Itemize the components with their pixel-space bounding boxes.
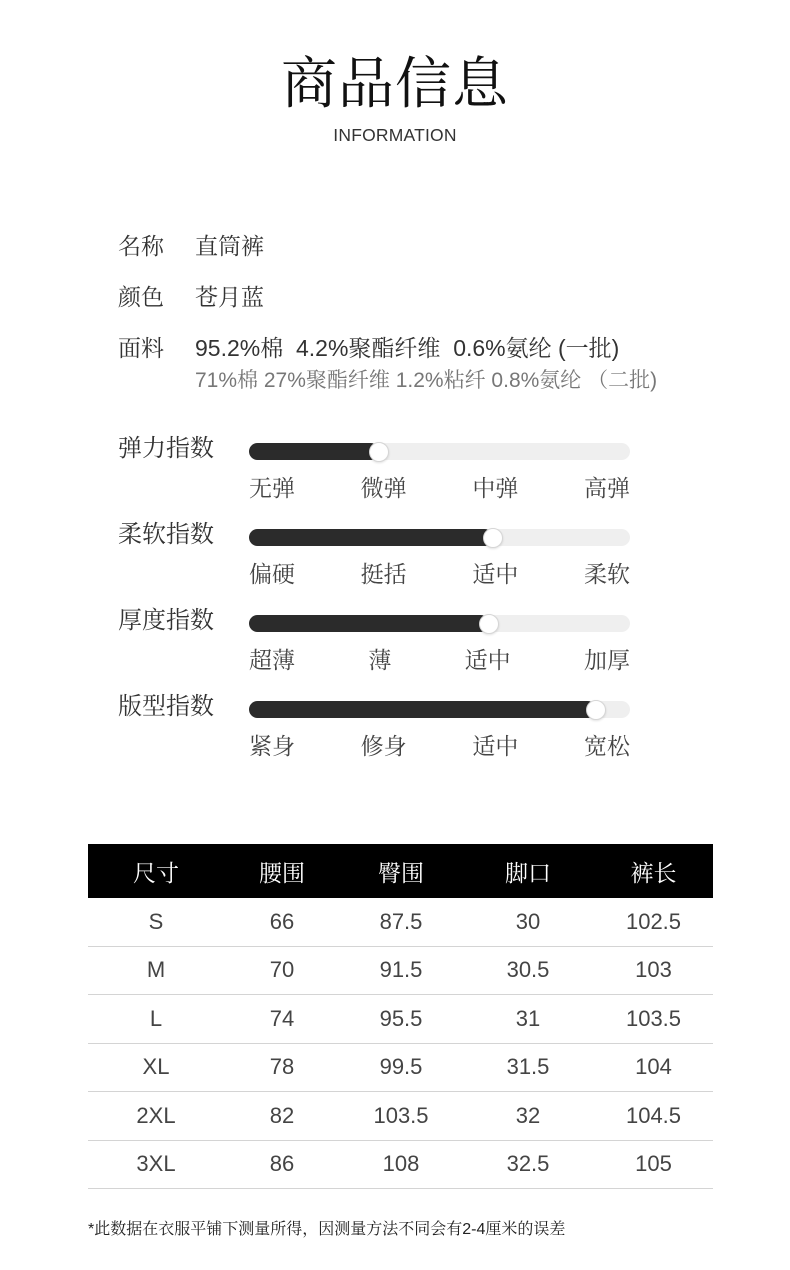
cell-waist: 78 bbox=[269, 1054, 295, 1080]
info-label-color: 颜色 bbox=[118, 284, 164, 310]
page-title: 商品信息 bbox=[281, 52, 509, 117]
cell-hem: 32.5 bbox=[506, 1151, 550, 1177]
index-knob bbox=[369, 442, 389, 462]
scale-label: 超薄 bbox=[249, 647, 295, 673]
cell-hem: 30.5 bbox=[506, 957, 550, 983]
cell-hip: 108 bbox=[382, 1151, 420, 1177]
index-label-thickness: 厚度指数 bbox=[118, 607, 214, 634]
cell-waist: 74 bbox=[269, 1005, 295, 1031]
info-row-name bbox=[118, 230, 264, 262]
scale-label: 薄 bbox=[368, 647, 392, 673]
index-knob bbox=[586, 700, 606, 720]
cell-hip: 95.5 bbox=[379, 1005, 423, 1031]
table-header-row bbox=[88, 844, 713, 898]
index-fill bbox=[249, 529, 493, 546]
index-track bbox=[249, 701, 630, 718]
info-value-color: 苍月蓝 bbox=[195, 284, 264, 310]
info-label-name: 名称 bbox=[118, 233, 164, 259]
cell-waist: 86 bbox=[269, 1151, 295, 1177]
table-row bbox=[88, 947, 713, 996]
cell-size: L bbox=[149, 1005, 163, 1031]
index-scale bbox=[249, 730, 630, 762]
cell-size: M bbox=[146, 957, 166, 983]
scale-label: 中弹 bbox=[472, 475, 519, 501]
info-label-fabric: 面料 bbox=[118, 335, 164, 361]
column-header-size: 尺寸 bbox=[133, 859, 179, 886]
scale-label: 高弹 bbox=[583, 475, 630, 501]
index-label-softness: 柔软指数 bbox=[118, 521, 214, 548]
table-row bbox=[88, 1092, 713, 1141]
index-fit bbox=[118, 691, 630, 777]
scale-label: 无弹 bbox=[249, 475, 295, 501]
cell-hem: 31.5 bbox=[506, 1054, 550, 1080]
info-value-name: 直筒裤 bbox=[195, 233, 264, 259]
cell-size: 3XL bbox=[136, 1151, 176, 1177]
index-label-elasticity: 弹力指数 bbox=[118, 435, 214, 462]
cell-hem: 32 bbox=[515, 1102, 541, 1128]
cell-size: S bbox=[148, 908, 164, 934]
scale-label: 适中 bbox=[464, 647, 511, 673]
cell-length: 104.5 bbox=[625, 1102, 682, 1128]
column-header-length: 裤长 bbox=[630, 859, 677, 886]
cell-hip: 103.5 bbox=[373, 1102, 429, 1128]
index-scale bbox=[249, 472, 630, 504]
info-row-fabric bbox=[118, 332, 657, 398]
index-label-fit: 版型指数 bbox=[118, 693, 214, 720]
info-row-color bbox=[118, 281, 264, 313]
index-knob bbox=[479, 614, 499, 634]
measurement-footnote: *此数据在衣服平铺下测量所得，因测量方法不同会有2-4厘米的误差 bbox=[88, 1221, 566, 1238]
scale-label: 适中 bbox=[472, 561, 519, 587]
cell-hem: 31 bbox=[515, 1005, 541, 1031]
cell-waist: 82 bbox=[269, 1102, 295, 1128]
cell-length: 103.5 bbox=[625, 1005, 682, 1031]
table-row bbox=[88, 898, 713, 947]
cell-hip: 87.5 bbox=[379, 908, 423, 934]
info-value-fabric-group bbox=[195, 332, 657, 398]
cell-hem: 30 bbox=[515, 908, 541, 934]
scale-label: 宽松 bbox=[583, 733, 630, 759]
scale-label: 加厚 bbox=[583, 647, 630, 673]
table-row bbox=[88, 1141, 713, 1190]
cell-length: 104 bbox=[635, 1054, 672, 1080]
index-softness bbox=[118, 519, 630, 605]
cell-hip: 91.5 bbox=[379, 957, 423, 983]
index-fill bbox=[249, 615, 489, 632]
scale-label: 柔软 bbox=[583, 561, 630, 587]
cell-length: 103 bbox=[635, 957, 672, 983]
column-header-waist: 腰围 bbox=[259, 859, 305, 886]
index-elasticity bbox=[118, 433, 630, 519]
index-fill bbox=[249, 443, 379, 460]
index-scale bbox=[249, 558, 630, 590]
cell-hip: 99.5 bbox=[379, 1054, 423, 1080]
column-header-hem: 脚口 bbox=[505, 859, 551, 886]
index-scale bbox=[249, 644, 630, 676]
column-header-hip: 臀围 bbox=[378, 859, 424, 886]
table-row bbox=[88, 995, 713, 1044]
index-fill bbox=[249, 701, 596, 718]
cell-waist: 66 bbox=[269, 908, 295, 934]
cell-size: XL bbox=[142, 1054, 170, 1080]
index-knob bbox=[483, 528, 503, 548]
index-track bbox=[249, 529, 630, 546]
scale-label: 微弹 bbox=[360, 475, 407, 501]
cell-size: 2XL bbox=[136, 1102, 176, 1128]
page-subtitle: INFORMATION bbox=[333, 125, 457, 145]
cell-waist: 70 bbox=[269, 957, 295, 983]
index-track bbox=[249, 615, 630, 632]
index-track bbox=[249, 443, 630, 460]
index-thickness bbox=[118, 605, 630, 691]
info-value-fabric-batch1: 95.2%棉 4.2%聚酯纤维 0.6%氨纶 (一批) bbox=[195, 335, 620, 361]
scale-label: 紧身 bbox=[249, 733, 295, 759]
scale-label: 挺括 bbox=[360, 561, 407, 587]
scale-label: 修身 bbox=[360, 733, 407, 759]
info-value-fabric-batch2: 71%棉 27%聚酯纤维 1.2%粘纤 0.8%氨纶 （二批) bbox=[195, 369, 658, 392]
cell-length: 105 bbox=[635, 1151, 672, 1177]
scale-label: 偏硬 bbox=[249, 561, 295, 587]
cell-length: 102.5 bbox=[625, 908, 682, 934]
table-row bbox=[88, 1044, 713, 1093]
size-table bbox=[88, 844, 713, 1189]
scale-label: 适中 bbox=[472, 733, 519, 759]
